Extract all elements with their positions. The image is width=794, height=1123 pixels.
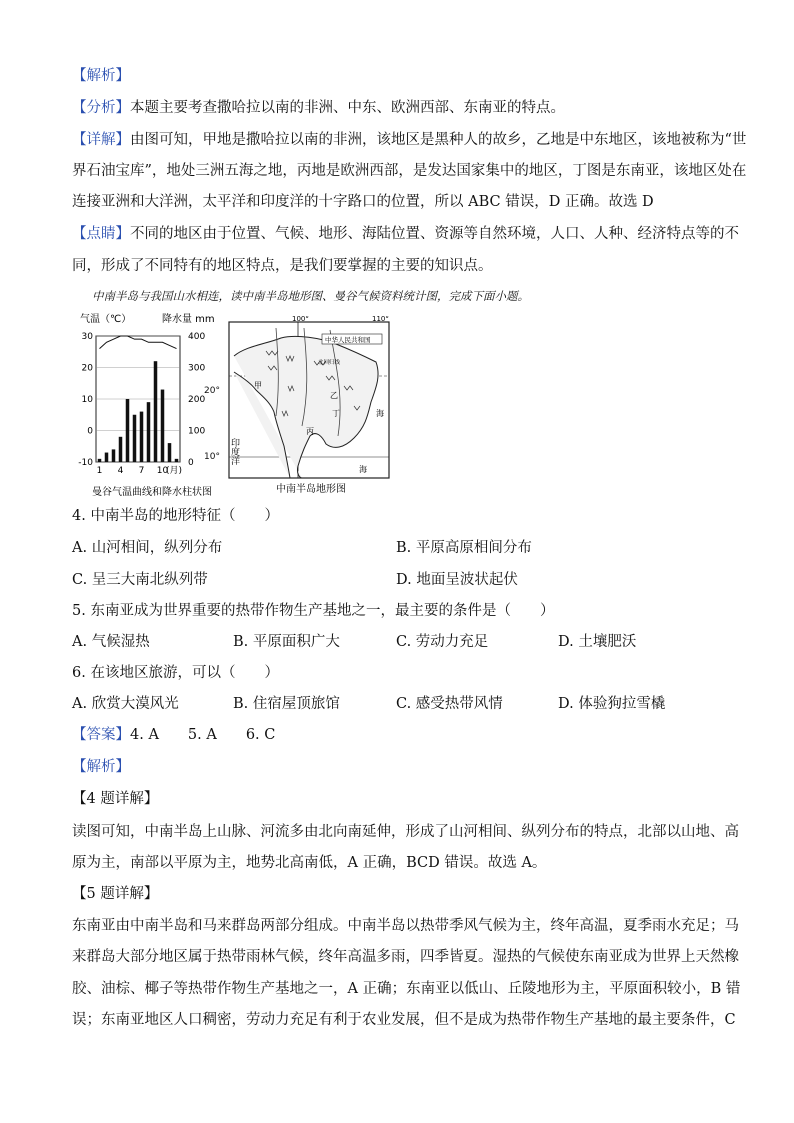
lon110-label: 110° (372, 316, 389, 323)
right-tick-label: 300 (188, 363, 206, 374)
map-marker-jia: 甲 (254, 381, 262, 390)
precip-bar (175, 459, 179, 462)
map-marker-yi: 乙 (330, 391, 338, 400)
q5-detail-line-2: 来群岛大部分地区属于热带雨林气候，终年高温多雨，四季皆夏。湿热的气候使东南亚成为世界上天然橡 (72, 949, 739, 965)
map-caption: 中南半岛地形图 (276, 484, 346, 495)
right-tick-label: 0 (188, 458, 194, 468)
q5-detail-line-4: 误；东南亚地区人口稠密，劳动力充足有利于农业发展，但不是成为热带作物生产基地的最主要条件，C (72, 1012, 736, 1028)
map-marker-bing: 丙 (306, 427, 314, 436)
ocean-label: 印度洋 (229, 438, 239, 465)
q5-option-a[interactable]: A. 气候湿热 (72, 634, 150, 650)
answer-line: 【答案】4. A 5. A 6. C (72, 727, 276, 743)
q5-detail-line-1: 东南亚由中南半岛和马来群岛两部分组成。中南半岛以热带季风气候为主，终年高温，夏季雨水充足；马 (72, 918, 739, 934)
right-tick-label: 400 (188, 332, 206, 342)
q6-option-b[interactable]: B. 住宿屋顶旅馆 (233, 696, 340, 712)
month-unit: (月) (166, 466, 183, 476)
q6-option-c[interactable]: C. 感受热带风情 (396, 696, 503, 712)
precip-bar (126, 399, 130, 462)
right-tick-label: 100 (188, 426, 206, 437)
sea-right-label: 海 (376, 409, 384, 418)
q6-option-a[interactable]: A. 欣赏大漠风光 (72, 696, 179, 712)
precip-bar (161, 390, 165, 462)
precip-bar (112, 449, 116, 462)
q5-option-c[interactable]: C. 劳动力充足 (396, 634, 489, 650)
precip-bar (133, 415, 137, 462)
temp-axis-label: 气温（℃） (80, 314, 132, 325)
indochina-map (226, 316, 394, 496)
q4-detail-heading: 【4 题详解】 (72, 791, 159, 807)
analysis-heading: 【解析】 (72, 68, 130, 84)
q4-option-a[interactable]: A. 山河相间，纵列分布 (72, 540, 223, 556)
left-tick-label: 30 (81, 332, 93, 342)
q5-detail-heading: 【5 题详解】 (72, 886, 159, 902)
precip-bar (147, 402, 151, 462)
x-tick-label: 7 (138, 466, 145, 476)
q5-detail-line-3: 胶、油棕、椰子等热带作物生产基地之一，A 正确；东南亚以低山、丘陵地形为主，平原面积较小，B 错 (72, 981, 741, 997)
q4-detail-line-1: 读图可知，中南半岛上山脉、河流多由北向南延伸，形成了山河相间、纵列分布的特点，北部以山地、高 (72, 824, 739, 840)
lat20-text: 20° (204, 386, 220, 396)
left-tick-label: -10 (78, 458, 93, 468)
q5-option-d[interactable]: D. 土壤肥沃 (558, 634, 637, 650)
precip-bar (105, 453, 109, 462)
left-tick-label: 10 (81, 395, 93, 405)
xiangjie-line-3: 连接亚洲和大洋洲，太平洋和印度洋的十字路口的位置，所以 ABC 错误，D 正确。故选 D (72, 194, 654, 210)
lat10-text: 10° (204, 452, 220, 462)
climate-caption: 曼谷气温曲线和降水柱状图 (92, 487, 212, 498)
q5-stem: 5. 东南亚成为世界重要的热带作物生产基地之一，最主要的条件是（ ） (72, 603, 555, 619)
precip-bar (168, 443, 172, 462)
lon100-label: 100° (292, 316, 309, 323)
left-tick-label: 20 (81, 363, 93, 374)
fenxi-paragraph: 【分析】本题主要考查撒哈拉以南的非洲、中东、欧洲西部、东南亚的特点。 (72, 100, 565, 116)
q4-option-b[interactable]: B. 平原高原相间分布 (396, 540, 532, 556)
precip-bar (154, 361, 158, 462)
q5-option-b[interactable]: B. 平原面积广大 (233, 634, 340, 650)
q6-option-d[interactable]: D. 体验狗拉雪橇 (558, 696, 666, 712)
precip-bar (98, 459, 102, 462)
precip-bar (119, 437, 123, 462)
precip-bar (140, 412, 144, 462)
q4-detail-line-2: 原为主，南部以平原为主，地势北高南低，A 正确，BCD 错误。故选 A。 (72, 855, 547, 871)
q4-option-d[interactable]: D. 地面呈波状起伏 (396, 572, 518, 588)
precip-axis-label: 降水量 mm (162, 314, 215, 325)
x-tick-label: 10 (156, 466, 169, 476)
tropic-label: 北回归线 (318, 360, 341, 366)
dianjing-line-1: 【点睛】不同的地区由于位置、气候、地形、海陆位置、资源等自然环境，人口、人种、经济特点等的不 (72, 226, 739, 242)
sea-bottom-label: 海 (359, 465, 367, 474)
china-label: 中华人民共和国 (325, 336, 371, 344)
analysis-heading-2: 【解析】 (72, 759, 130, 775)
q4-stem: 4. 中南半岛的地形特征（ ） (72, 508, 279, 524)
map-marker-ding: 丁 (332, 409, 340, 418)
xiangjie-line-1: 【详解】由图可知，甲地是撒哈拉以南的非洲，该地区是黑种人的故乡，乙地是中东地区，该地被称为“世 (72, 132, 747, 148)
left-tick-label: 0 (87, 426, 93, 437)
x-tick-label: 4 (117, 466, 124, 476)
q6-stem: 6. 在该地区旅游，可以（ ） (72, 665, 279, 681)
xiangjie-line-2: 界石油宝库”，地处三洲五海之地，丙地是欧洲西部，是发达国家集中的地区，丁图是东南亚，该地区处在 (72, 163, 747, 179)
right-tick-label: 200 (188, 395, 206, 405)
question-intro: 中南半岛与我国山水相连，读中南半岛地形图、曼谷气候资料统计图，完成下面小题。 (92, 289, 529, 303)
dianjing-line-2: 同，形成了不同特有的地区特点，是我们要掌握的主要的知识点。 (72, 258, 493, 274)
q4-option-c[interactable]: C. 呈三大南北纵列带 (72, 572, 208, 588)
x-tick-label: 1 (96, 466, 103, 476)
temperature-line (100, 336, 177, 349)
climate-chart (70, 310, 220, 498)
